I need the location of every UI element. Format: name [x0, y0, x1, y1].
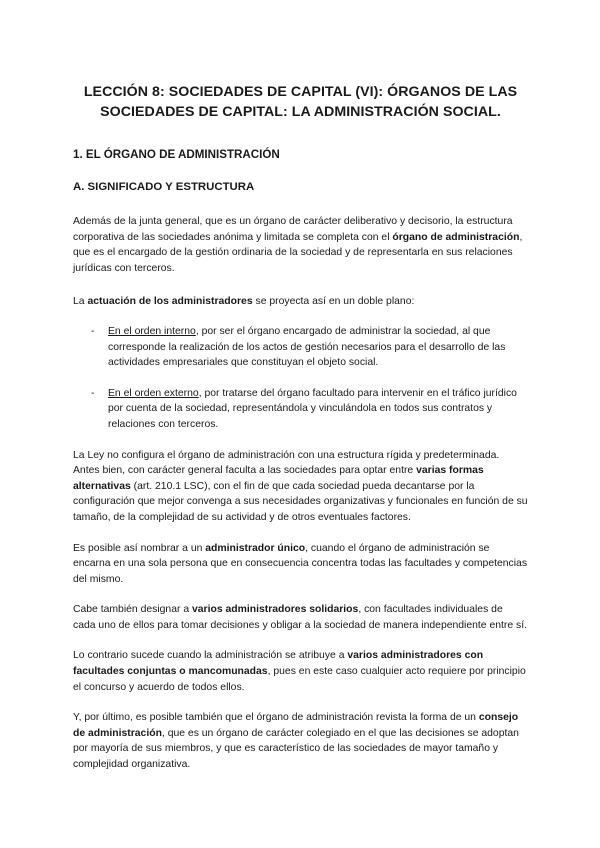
list-dash: - — [91, 325, 95, 337]
lead-bold-term: actuación de los administradores — [87, 296, 253, 308]
solidarios-bold-term: varios administradores solidarios — [192, 604, 359, 616]
ley-text-2: (art. 210.1 LSC), con el fin de que cada sociedad pueda decantarse por la configuración que mejor convenga a sus necesidades organizativas y funcionales en función de su tamaño, de la complejidad de su actividad y de otros eventuales factores. — [73, 480, 528, 523]
ley-bold-term: varias formas alternativas — [73, 465, 484, 492]
lead-text-2: se proyecta así en un doble plano: — [252, 296, 415, 308]
list-item-underlined: En el orden interno — [108, 325, 196, 337]
solidarios-paragraph — [73, 602, 528, 633]
intro-text-2: , que es el encargado de la gestión ordinaria de la sociedad y de representarla en sus relaciones jurídicas con terceros. — [73, 231, 523, 274]
list-item-text: , por ser el órgano encargado de administrar la sociedad, al que corresponde la realización de los actos de gestión necesarios para el desarrollo de las actividades empresariales que constituyan el objeto social. — [108, 325, 506, 369]
lead-paragraph — [73, 294, 528, 310]
ley-paragraph — [73, 448, 528, 526]
planes-list — [73, 324, 528, 433]
intro-text-1: Además de la junta general, que es un órgano de carácter deliberativo y decisorio, la estructura corporativa de las sociedades anónima y limitada se completa con el — [73, 216, 513, 243]
ley-text-1: La Ley no configura el órgano de administración con una estructura rígida y predeterminada. Antes bien, con carácter general faculta a las sociedades para optar entre — [73, 449, 500, 477]
list-item — [73, 324, 528, 371]
conjuntos-paragraph — [73, 648, 528, 695]
list-item-underlined: En el orden externo — [108, 387, 199, 399]
unico-bold-term: administrador único — [205, 542, 306, 554]
unico-text-1: Es posible así nombrar a un — [73, 542, 206, 554]
unico-paragraph — [73, 541, 528, 588]
list-item-text: , por tratarse del órgano facultado para intervenir en el tráfico jurídico por cuenta de la sociedad, representándola y vinculándola en todos sus contratos y relaciones con terceros. — [108, 387, 517, 430]
lead-text-1: La — [73, 296, 88, 308]
list-dash: - — [91, 387, 95, 399]
consejo-bold-term: consejo de administración — [73, 712, 519, 739]
subsection-heading: A. SIGNIFICADO Y ESTRUCTURA — [73, 181, 255, 193]
consejo-text-2: , que es un órgano de carácter colegiado en el que las decisiones se adoptan por mayoría de sus miembros, y que es característico de las sociedades de mayor tamaño y complejidad organizativa. — [73, 727, 519, 771]
solidarios-text-1: Cabe también designar a — [73, 604, 192, 616]
consejo-paragraph — [73, 710, 528, 772]
conjuntos-text-1: Lo contrario sucede cuando la administración se atribuye a — [73, 650, 348, 662]
solidarios-text-2: , con facultades individuales de cada uno de ellos para tomar decisiones y obligar a la sociedad de manera independiente entre sí. — [73, 604, 528, 631]
section-heading: 1. EL ÓRGANO DE ADMINISTRACIÓN — [73, 148, 280, 161]
unico-text-2: , cuando el órgano de administración se encarna en una sola persona que en consecuencia concentra todas las facultades y competencias del mismo. — [73, 542, 528, 585]
intro-paragraph — [73, 214, 528, 276]
lesson-title: LECCIÓN 8: SOCIEDADES DE CAPITAL (VI): ÓRGANOS DE LAS SOCIEDADES DE CAPITAL: LA ADMINISTRACIÓN SOCIAL. — [83, 84, 518, 120]
consejo-text-1: Y, por último, es posible también que el órgano de administración revista la forma de un — [73, 712, 479, 724]
list-item — [73, 386, 528, 433]
intro-bold-term: órgano de administración — [392, 231, 520, 243]
conjuntos-text-2: , pues en este caso cualquier acto requiere por principio el concurso y acuerdo de todos ellos. — [73, 666, 526, 693]
conjuntos-bold-term: varios administradores con facultades conjuntas o mancomunadas — [73, 650, 484, 678]
